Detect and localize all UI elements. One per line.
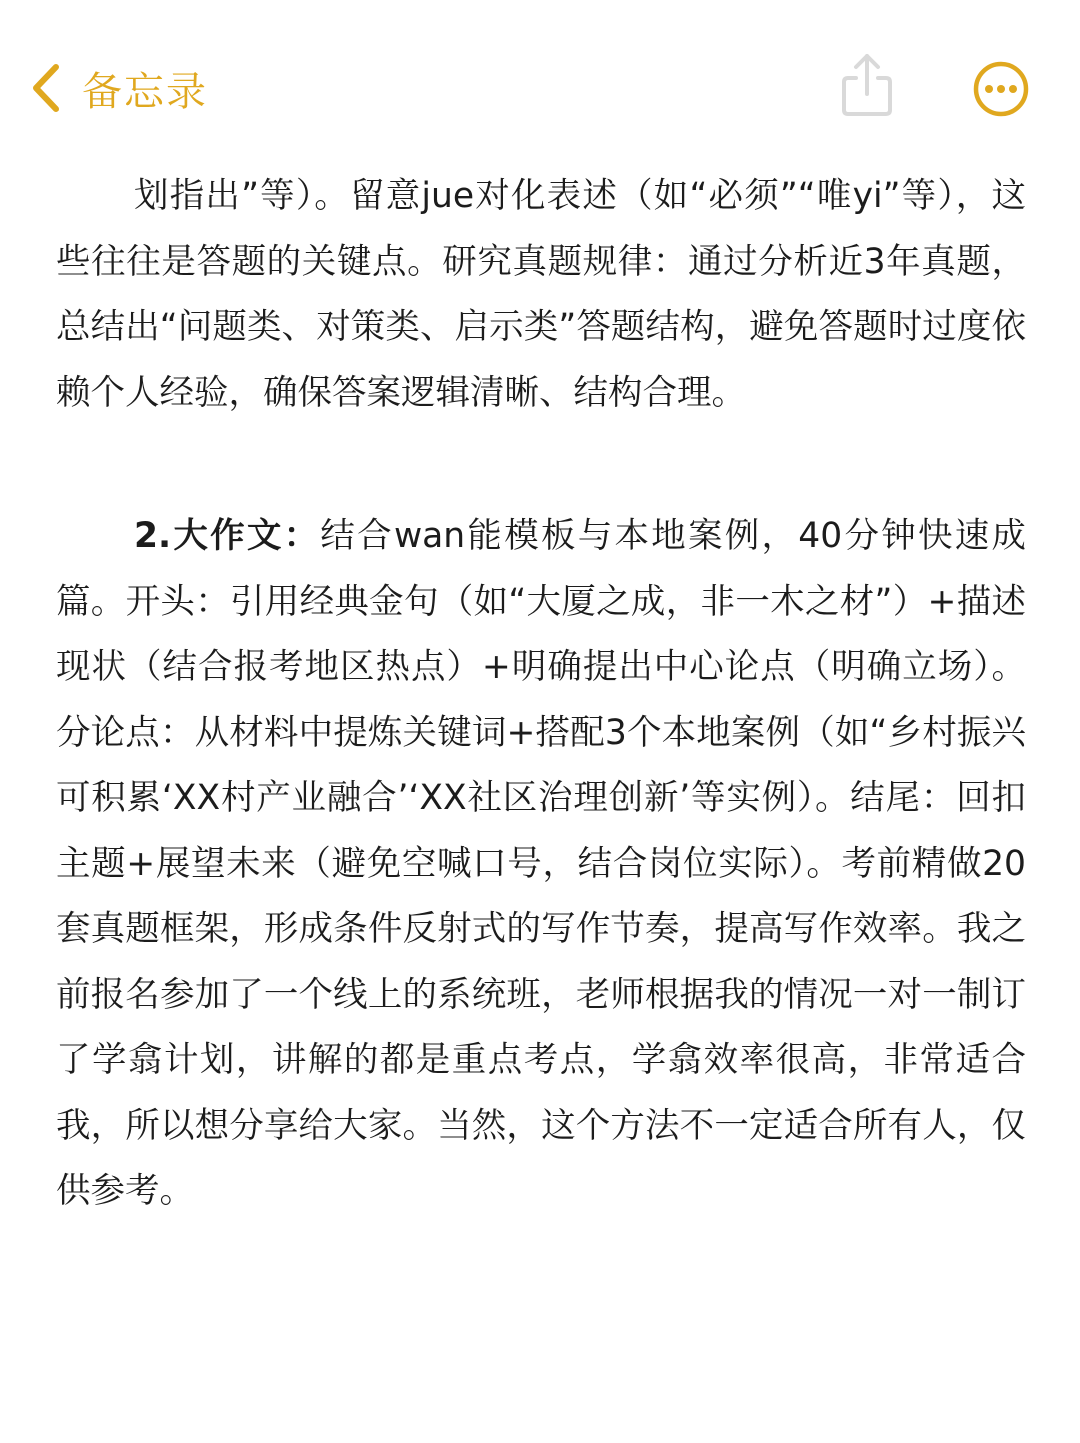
paragraph-spacer: [56, 426, 1026, 504]
chevron-left-icon: [28, 63, 62, 113]
share-button[interactable]: [838, 52, 896, 118]
note-paragraph: 划指出”等）。留意jue对化表述（如“必须”“唯yi”等），这些往往是答题的关键点。研究真题规律：通过分析近3年真题，总结出“问题类、对策类、启示类”答题结构，避免答题时过度依赖个人经验，确保答案逻辑清晰、结构合理。: [56, 176, 1026, 413]
note-body[interactable]: [56, 164, 1026, 1225]
note-paragraph-essay: [56, 504, 1026, 1225]
more-circle-icon: [972, 60, 1030, 118]
back-label: 备忘录: [82, 68, 208, 115]
back-button[interactable]: [28, 58, 208, 118]
section-body: 结合wan能模板与本地案例，40分钟快速成篇。开头：引用经典金句（如“大厦之成，非一木之材”）+描述现状（结合报考地区热点）+明确提出中心论点（明确立场）。分论点：从材料中提炼关键词+搭配3个本地案例（如“乡村振兴可积累‘XX村产业融合’‘XX社区治理创新’等实例）。结尾：回扣主题+展望未来（避免空喊口号，结合岗位实际）。考前精做20套真题框架，形成条件反射式的写作节奏，提高写作效率。我之前报名参加了一个线上的系统班，老师根据我的情况一对一制订了学翕计划，讲解的都是重点考点，学翕效率很高，非常适合我，所以想分享给大家。当然，这个方法不一定适合所有人，仅供参考。: [56, 516, 1026, 1211]
share-icon: [838, 52, 896, 118]
navigation-bar: [0, 0, 1080, 160]
more-button[interactable]: [972, 60, 1030, 118]
section-heading: 2.大作文：: [134, 516, 321, 556]
